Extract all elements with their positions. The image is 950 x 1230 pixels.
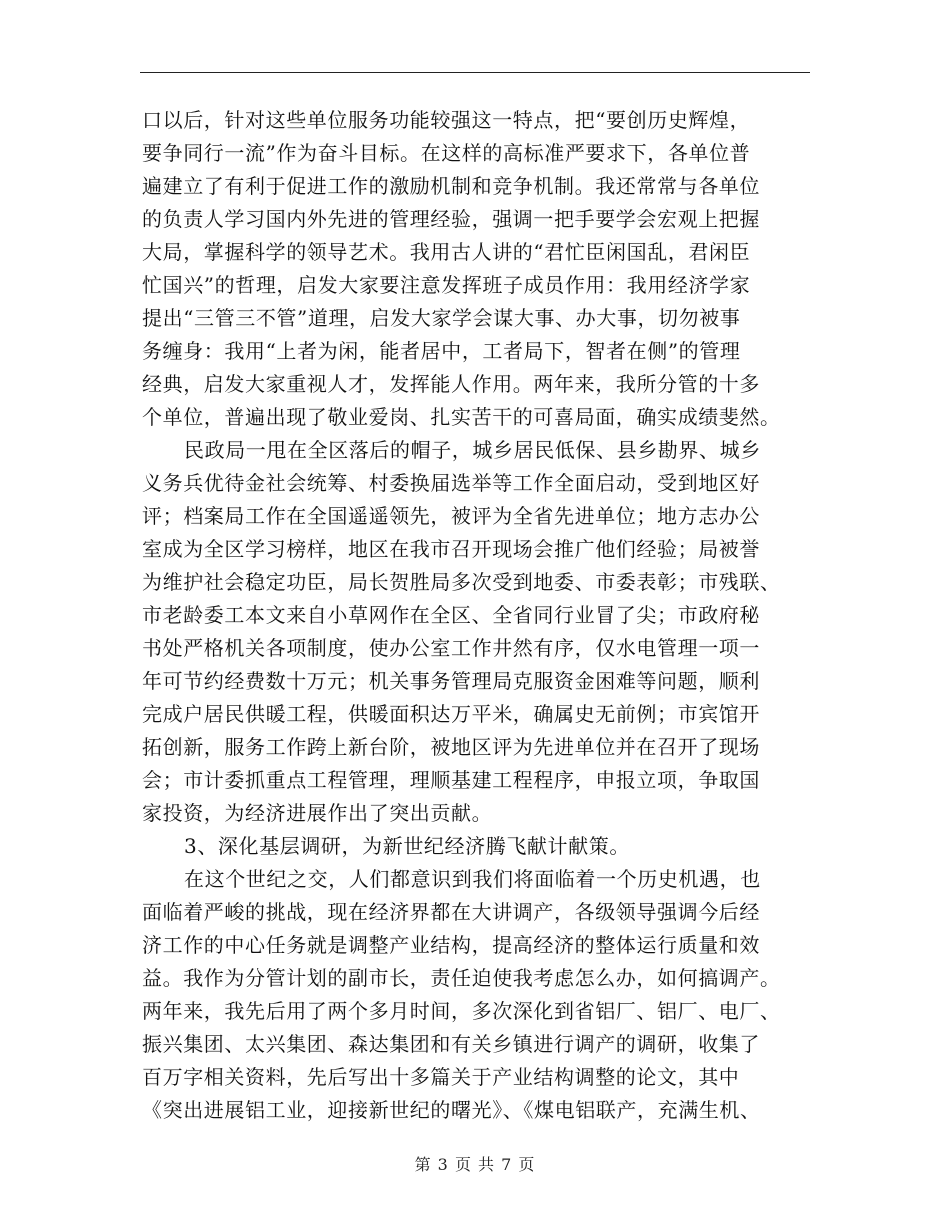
text-line: 百万字相关资料，先后写出十多篇关于产业结构调整的论文，其中 [142, 1065, 740, 1089]
text-line: 为维护社会稳定功臣，局长贺胜局多次受到地委、市委表彰；市残联、 [142, 570, 781, 594]
text-line: 的负责人学习国内外先进的管理经验，强调一把手要学会宏观上把握 [142, 207, 760, 231]
paragraph-start-line: 民政局一甩在全区落后的帽子，城乡居民低保、县乡勘界、城乡 [184, 438, 761, 462]
text-line: 《突出进展铝工业，迎接新世纪的曙光》、《煤电铝联产，充满生机、 [142, 1098, 761, 1122]
text-line: 忙国兴”的哲理，启发大家要注意发挥班子成员作用：我用经济学家 [142, 273, 751, 297]
text-line: 家投资，为经济进展作出了突出贡献。 [142, 801, 493, 825]
text-line: 经典，启发大家重视人才，发挥能人作用。两年来，我所分管的十多 [142, 372, 760, 396]
text-line: 义务兵优待金社会统筹、村委换届选举等工作全面启动，受到地区好 [142, 471, 760, 495]
text-line: 口以后，针对这些单位服务功能较强这一特点，把“要创历史辉煌， [142, 108, 751, 132]
section-heading: 3、深化基层调研，为新世纪经济腾飞献计献策。 [184, 834, 630, 858]
text-line: 拓创新，服务工作跨上新台阶，被地区评为先进单位并在召开了现场 [142, 735, 760, 759]
text-line: 面临着严峻的挑战，现在经济界都在大讲调产，各级领导强调今后经 [142, 900, 760, 924]
text-line: 振兴集团、太兴集团、森达集团和有关乡镇进行调产的调研，收集了 [142, 1032, 760, 1056]
text-line: 书处严格机关各项制度，使办公室工作井然有序，仅水电管理一项一 [142, 636, 760, 660]
paragraph-start-line: 在这个世纪之交，人们都意识到我们将面临着一个历史机遇，也 [184, 867, 761, 891]
text-line: 会；市计委抓重点工程管理，理顺基建工程程序，申报立项，争取国 [142, 768, 760, 792]
text-line: 要争同行一流”作为奋斗目标。在这样的高标准严要求下，各单位普 [142, 141, 751, 165]
text-line: 提出“三管三不管”道理，启发大家学会谋大事、办大事，切勿被事 [142, 306, 741, 330]
header-rule [140, 72, 810, 73]
text-line: 评；档案局工作在全国遥遥领先，被评为全省先进单位；地方志办公 [142, 504, 760, 528]
text-line: 益。我作为分管计划的副市长，责任迫使我考虑怎么办，如何搞调产。 [142, 966, 781, 990]
text-line: 务缠身：我用“上者为闲，能者居中，工者局下，智者在侧”的管理 [142, 339, 741, 363]
text-line: 济工作的中心任务就是调整产业结构，提高经济的整体运行质量和效 [142, 933, 760, 957]
text-line: 大局，掌握科学的领导艺术。我用古人讲的“君忙臣闲国乱，君闲臣 [142, 240, 751, 264]
text-line: 年可节约经费数十万元；机关事务管理局克服资金困难等问题，顺利 [142, 669, 760, 693]
text-line: 室成为全区学习榜样，地区在我市召开现场会推广他们经验；局被誉 [142, 537, 760, 561]
text-line: 遍建立了有利于促进工作的激励机制和竞争机制。我还常常与各单位 [142, 174, 760, 198]
text-line: 完成户居民供暖工程，供暖面积达万平米，确属史无前例；市宾馆开 [142, 702, 760, 726]
text-line: 市老龄委工本文来自小草网作在全区、全省同行业冒了尖；市政府秘 [142, 603, 760, 627]
text-line: 两年来，我先后用了两个多月时间，多次深化到省铝厂、铝厂、电厂、 [142, 999, 781, 1023]
document-body [142, 104, 814, 1127]
text-line: 个单位，普遍出现了敬业爱岗、扎实苦干的可喜局面，确实成绩斐然。 [142, 405, 781, 429]
page-number: 第 3 页 共 7 页 [414, 1155, 536, 1174]
